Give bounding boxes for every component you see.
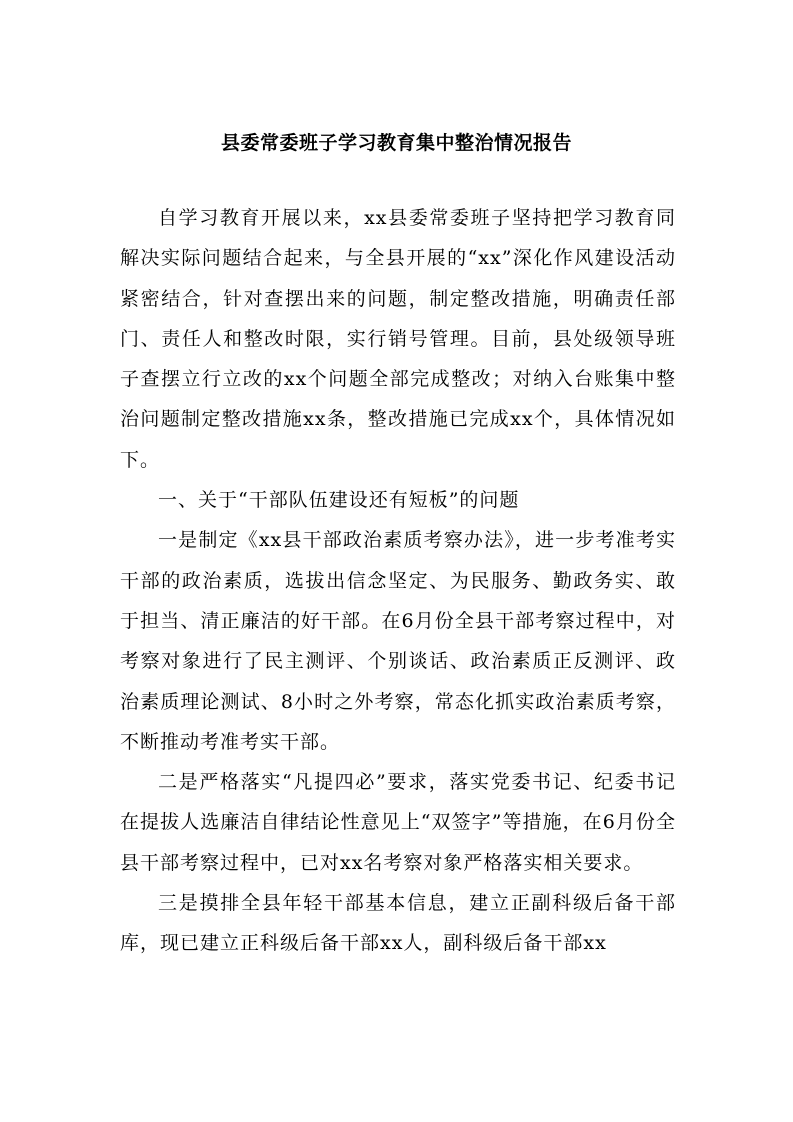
intro-paragraph: 自学习教育开展以来，xx县委常委班子坚持把学习教育同解决实际问题结合起来，与全县开展的“xx”深化作风建设活动紧密结合，针对查摆出来的问题，制定整改措施，明确责任部门、责任人和整改时限，实行销号管理。目前，县处级领导班子查摆立行立改的xx个问题全部完成整改；对纳入台账集中整治问题制定整改措施xx条，整改措施已完成xx个，具体情况如下。 (120, 207, 676, 471)
measure-paragraph-1: 一是制定《xx县干部政治素质考察办法》，进一步考准考实干部的政治素质，选拔出信念坚定、为民服务、勤政务实、敢于担当、清正廉洁的好干部。在6月份全县干部考察过程中，对考察对象进行了民主测评、个别谈话、政治素质正反测评、政治素质理论测试、8小时之外考察，常态化抓实政治素质考察，不断推动考准考实干部。 (120, 529, 676, 753)
document-body (120, 198, 676, 964)
measure-paragraph-3: 三是摸排全县年轻干部基本信息，建立正副科级后备干部库，现已建立正科级后备干部xx人，副科级后备干部xx (120, 892, 676, 955)
measure-paragraph-2: 二是严格落实“凡提四必”要求，落实党委书记、纪委书记在提拔人选廉洁自律结论性意见上“双签字”等措施，在6月份全县干部考察过程中，已对xx名考察对象严格落实相关要求。 (120, 771, 676, 874)
document-title: 县委常委班子学习教育集中整治情况报告 (220, 132, 572, 154)
section-heading-1: 一、关于“干部队伍建设还有短板”的问题 (158, 489, 520, 512)
